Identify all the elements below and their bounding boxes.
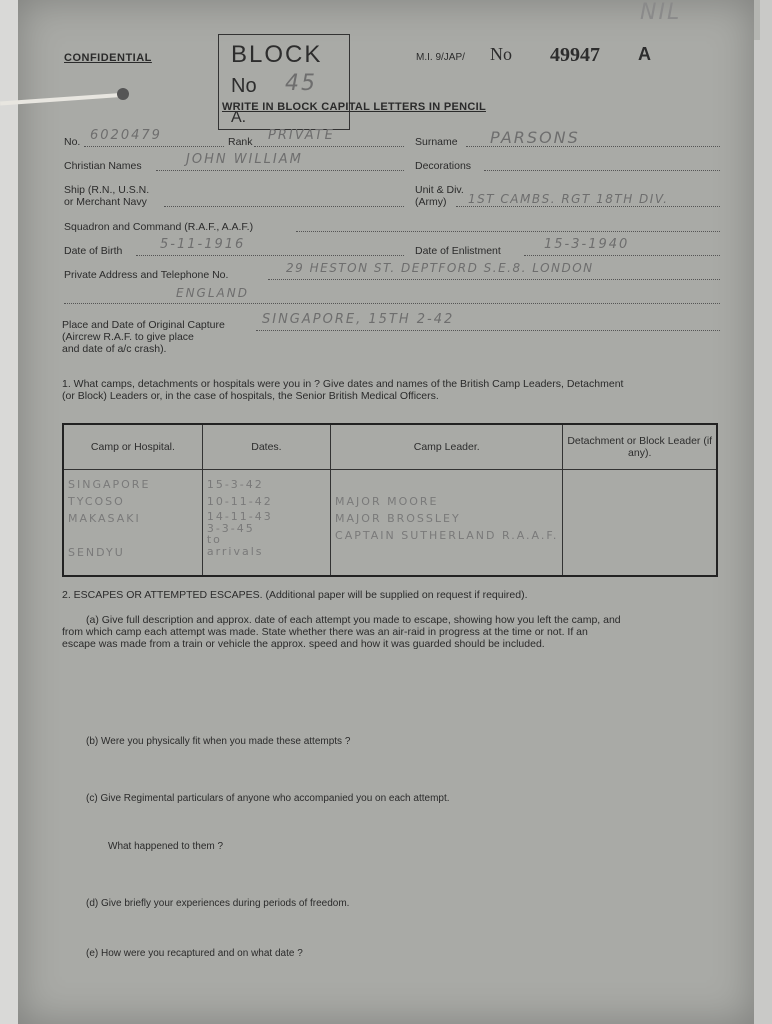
date-entry: 14-11-43 xyxy=(206,510,273,523)
surname-value: PARSONS xyxy=(490,128,580,147)
serial-suffix: A xyxy=(638,44,651,64)
capture-label-3: and date of a/c crash). xyxy=(62,343,167,355)
block-stamp xyxy=(218,34,350,130)
capture-label-1: Place and Date of Original Capture xyxy=(62,319,225,331)
no-value: 6020479 xyxy=(90,128,162,143)
enlistment-label: Date of Enlistment xyxy=(415,245,501,257)
enlistment-value: 15-3-1940 xyxy=(544,237,630,252)
question2a-line1: (a) Give full description and approx. date of each attempt you made to escape, showing how you left the camp, and xyxy=(86,614,621,626)
christian-names-value: JOHN WILLIAM xyxy=(186,152,303,167)
dates-cell xyxy=(202,470,330,577)
dob-label: Date of Birth xyxy=(64,245,123,257)
col-detachment-leader: Detachment or Block Leader (if any). xyxy=(563,424,717,470)
date-entry: 15-3-42 xyxy=(206,478,264,491)
address-label: Private Address and Telephone No. xyxy=(64,269,229,281)
block-no-label: No xyxy=(231,75,257,97)
question2c: (c) Give Regimental particulars of anyone who accompanied you on each attempt. xyxy=(86,793,450,804)
leader-entry: MAJOR MOORE xyxy=(335,495,439,508)
table-header-row xyxy=(63,424,717,470)
question2a-line3: escape was made from a train or vehicle the approx. speed and how it was guarded should be included. xyxy=(62,638,545,650)
camp-cell xyxy=(63,470,202,577)
leader-entry xyxy=(335,476,558,493)
dob-value: 5-11-1916 xyxy=(160,237,246,252)
col-camp: Camp or Hospital. xyxy=(63,424,202,470)
question2a-line2: from which camp each attempt was made. State whether there was an air-raid in progress at the time or not. If an xyxy=(62,626,588,638)
serial-number: 49947 xyxy=(550,44,600,66)
table-row xyxy=(63,470,717,577)
date-entry: to xyxy=(206,533,222,546)
address-value-1: 29 HESTON ST. DEPTFORD S.E.8. LONDON xyxy=(286,261,594,275)
leader-cell xyxy=(331,470,563,577)
unit-label-2: (Army) xyxy=(415,196,447,208)
surname-label: Surname xyxy=(415,136,458,148)
instruction: WRITE IN BLOCK CAPITAL LETTERS IN PENCIL xyxy=(222,101,486,113)
string-knot xyxy=(117,88,129,100)
question2e: (e) How were you recaptured and on what date ? xyxy=(86,948,303,959)
question1-line1: 1. What camps, detachments or hospitals were you in ? Give dates and names of the British Camp Leaders, Detachment xyxy=(62,378,624,390)
camp-entry: MAKASAKI xyxy=(68,512,141,525)
christian-names-label: Christian Names xyxy=(64,160,142,172)
confidential-label: CONFIDENTIAL xyxy=(64,52,152,64)
rank-label: Rank xyxy=(228,136,253,148)
unit-label-1: Unit & Div. xyxy=(415,184,464,196)
question2c-followup: What happened to them ? xyxy=(108,841,224,852)
date-entry: arrivals xyxy=(206,545,264,558)
camp-entry: SENDYU xyxy=(68,546,125,559)
question2b: (b) Were you physically fit when you made these attempts ? xyxy=(86,736,351,747)
camp-entry xyxy=(68,527,198,544)
leader-entry: CAPTAIN SUTHERLAND R.A.A.F. xyxy=(335,529,559,542)
camps-table xyxy=(62,423,718,577)
col-dates: Dates. xyxy=(202,424,330,470)
squadron-label: Squadron and Command (R.A.F., A.A.F.) xyxy=(64,221,254,233)
decorations-label: Decorations xyxy=(415,160,472,172)
question1-line2: (or Block) Leaders or, in the case of hospitals, the Senior British Medical Officers. xyxy=(62,390,439,402)
block-letter: A. xyxy=(231,109,247,126)
date-entry: 3-3-45 xyxy=(206,522,255,535)
address-value-2: ENGLAND xyxy=(176,286,249,300)
ship-label-2: or Merchant Navy xyxy=(64,196,147,208)
question2-heading: 2. ESCAPES OR ATTEMPTED ESCAPES. (Additional paper will be supplied on request if required). xyxy=(62,589,528,601)
detachment-cell xyxy=(563,470,717,577)
corner-note: NIL xyxy=(640,0,682,25)
serial-no-label: No xyxy=(490,44,512,64)
camp-entry: TYCOSO xyxy=(68,495,125,508)
question2d: (d) Give briefly your experiences during periods of freedom. xyxy=(86,898,350,909)
ship-label-1: Ship (R.N., U.S.N. xyxy=(64,184,150,196)
camp-entry: SINGAPORE xyxy=(68,478,151,491)
date-entry: 10-11-42 xyxy=(206,495,273,508)
block-title: BLOCK xyxy=(231,41,323,68)
rank-value: PRIVATE xyxy=(268,128,335,143)
leader-entry: MAJOR BROSSLEY xyxy=(335,512,461,525)
block-no-value: 45 xyxy=(285,71,317,96)
col-camp-leader: Camp Leader. xyxy=(331,424,563,470)
capture-value: SINGAPORE, 15TH 2-42 xyxy=(262,312,455,327)
unit-value: 1ST CAMBS. RGT 18TH DIV. xyxy=(468,192,669,206)
no-label: No. xyxy=(64,136,81,148)
form-ref: M.I. 9/JAP/ xyxy=(416,52,465,63)
capture-label-2: (Aircrew R.A.F. to give place xyxy=(62,331,194,343)
